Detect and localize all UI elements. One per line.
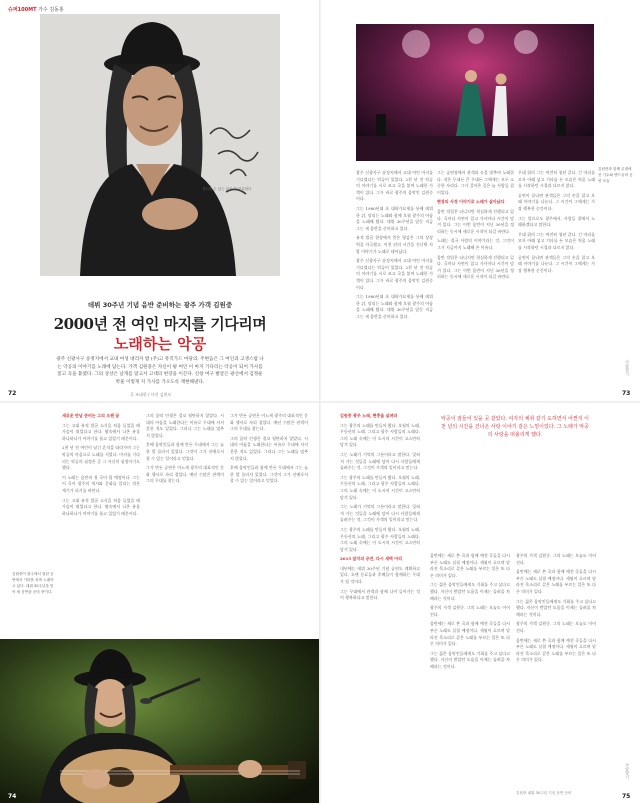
bottom-column-6	[516, 553, 596, 793]
side-caption: 김원중이 광주에서 열린 공연에서 기타를 치며 노래하고 있다. 데뷔 30주년을 맞아 새 음반을 준비 중이다.	[12, 572, 54, 594]
paragraph: 후배 음악인들과 함께 만든 무대에서 그는 늘 한 발 물러서 있었다. 그것이 그가 선배로서 할 수 있는 일이라고 믿었다.	[146, 442, 224, 461]
paragraph: 그의 음악 인생은 결코 평탄하지 않았다. 시대의 아픔을 노래한다는 이유로 무대에 서지 못한 적도 있었다. 그러나 그는 노래를 멈추지 않았다.	[230, 435, 308, 461]
paragraph: 그가 만든 공연은 어느새 광주의 대표적인 문화 행사로 자리 잡았다. 매년 수많은 관객이 그의 무대를 찾는다.	[230, 413, 308, 432]
paragraph: 공연이 끝나면 관객들은 그의 손을 잡고 오래 이야기를 나눈다. 그 시간이 그에게는 가장 행복한 순간이다.	[518, 192, 595, 211]
paragraph: 음반 작업은 더디지만 착실하게 진행되고 있다. 곡마다 사연이 있고 가사마다 시간이 담겨 있다. 그는 이번 음반이 지난 30년을 정리하는 동시에 새로운 시작이 되길 바란다.	[437, 254, 514, 280]
pull-quote: 악공이 잠들어 있을 곳 같았다. 여자의 체취 같기 도하면서 어쩐지 이천 년의 시간을 건너온 사랑 이야기 같은 느낌이었다. 그 노래가 악공의 사랑을 떠올리게 했다.	[441, 416, 589, 438]
paragraph: 음반에는 새로 쓴 곡과 함께 예전 곡들을 다시 부른 노래도 실릴 예정이다. 세월이 흐르며 달라진 목소리로 같은 노래를 부르는 일은 또 다른 의미가 있다.	[430, 621, 510, 647]
paragraph: 그의 음악 인생은 결코 평탄하지 않았다. 시대의 아픔을 노래한다는 이유로 무대에 서지 못한 적도 있었다. 그러나 그는 노래를 멈추지 않았다.	[146, 413, 224, 438]
paragraph: 광주 신광사구 송정지에서 고대 여인 마지를 기다렸다는 악공이 있었다. 2천 년 전 악공의 이야기를 시로 쓰고 곡을 붙여 노래한 가객이 있다. 그가 바로 광주의 음악인 김원중이다.	[356, 170, 433, 202]
page-number-bottom-left: 74	[8, 793, 17, 800]
article-lead: 광주 신광사구 송정지에서 교내 여성 대리자 밥 (주)고 뮤직가드 마당의. 주변음은 그 여인과 고생스럽 나는 악공의 이야기를 노래에 담는다. 가객 김원중은 자신이 평 여인 이 마지 기다리는 악공이 되어 가사를 읽고 곡을 붙였다. 그의 상상은 날개를 달고서 고대의 현장을 이끈다. 신창 여구 발굴은 광산에서 김정운 박물 이렇게 지 가사를 가오도록 재현해낸다.	[56, 357, 264, 385]
paragraph: 그는 고대 유적 발굴 소식을 처음 들었을 때 가슴이 뛰었다고 한다. 땅속에서 나온 유물 하나하나가 이야기를 품고 있었기 때문이다.	[62, 497, 140, 516]
paragraph: 후배 음악인들과 함께 만든 무대에서 그는 늘 한 발 물러서 있었다. 그것이 그가 선배로서 할 수 있는 일이라고 믿었다.	[230, 465, 308, 484]
paragraph: 유적 발굴 현장에서 얻은 영감은 그의 상상력을 자극했고, 이천 년의 시간을 건너뛴 사랑 이야기가 노래로 태어났다.	[356, 235, 433, 254]
footer-note: 김원중 데뷔 30주년 기념 음반 준비	[516, 791, 572, 795]
paragraph: 그는 앞으로도 광주에서, 사람들 곁에서 노래하겠다고 말한다.	[518, 215, 595, 228]
paragraph: 음반 작업은 더디지만 착실하게 진행되고 있다. 곡마다 사연이 있고 가사마다 시간이 담겨 있다. 그는 이번 음반이 지난 30년을 정리하는 동시에 새로운 시작이 되길 바란다.	[437, 208, 514, 234]
bottom-column-2	[146, 413, 224, 589]
section-header	[8, 6, 64, 13]
paragraph: 2천 년 전 여인이 남긴 흔적을 따라가며 그는 악공의 마음으로 노래를 지었다. 마지를 기다리는 악공의 심정은 곧 그 자신의 심정이기도 했다.	[62, 445, 140, 471]
signature-text: 정신을 수 있는 삶은 참 아름답다	[202, 187, 252, 191]
portrait-photo	[40, 14, 280, 276]
top-column-3	[518, 170, 595, 390]
side-tag-top: 사람향기	[625, 360, 630, 376]
paragraph: 그가 만든 공연은 어느새 광주의 대표적인 문화 행사로 자리 잡았다. 매년 수많은 관객이 그의 무대를 찾는다.	[146, 465, 224, 484]
column-subhead: 김원중 광주 노래, 현충을 살펴라	[340, 413, 398, 418]
paragraph: 공연이 끝나면 관객들은 그의 손을 잡고 오래 이야기를 나눈다. 그 시간이 그에게는 가장 행복한 순간이다.	[518, 254, 595, 273]
page-number-left: 72	[8, 390, 17, 397]
paragraph: 그는 무대에서 관객과 함께 나이 들어가는 것이 행복하다고 말한다.	[340, 588, 420, 601]
paragraph: 그는 젊은 음악인들에게도 기회를 주고 싶다고 했다. 자신이 받았던 도움을 이제는 돌려줄 차례라는 것이다.	[430, 650, 510, 669]
section-sublabel: 가수 김동홍	[38, 7, 64, 13]
paragraph: 그는 노래가 기억의 그릇이라고 말한다. 잊혀져 가는 것들을 노래에 담아 다시 사람들에게 돌려주는 것, 그것이 가객의 일이라고 믿는다.	[340, 504, 420, 523]
guitar-illustration	[0, 639, 320, 803]
paragraph: 그는 젊은 음악인들에게도 기회를 주고 싶다고 했다. 자신이 받았던 도움을 이제는 돌려줄 차례라는 것이다.	[516, 598, 596, 617]
column-subhead: 현장의 사정 이야기로 노래가 살아났다	[437, 199, 505, 205]
paragraph: 그는 젊은 음악인들에게도 기회를 주고 싶다고 했다. 자신이 받았던 도움을 이제는 돌려줄 차례라는 것이다.	[430, 582, 510, 601]
article-title: 2000년 전 여인 마지를 기다리며	[53, 315, 267, 333]
page-number-right: 73	[622, 390, 631, 397]
column-subhead: 새로운 만남 준비는 그의 오랜 꿈	[62, 413, 120, 418]
paragraph: 그는 광주의 노래를 만들어 왔다. 오월의 노래, 무등산의 노래, 그리고 광주 사람들의 노래다. 그의 노래 속에는 이 도시의 시간이 고스란히 담겨 있다.	[340, 526, 420, 552]
article-subtitle: 노래하는 악공	[113, 335, 207, 353]
paragraph: 광주의 가객 김원중. 그의 노래는 오늘도 이어진다.	[516, 553, 596, 565]
article-kicker: 데뷔 30주년 기념 음반 준비하는 광주 가객 김원중	[87, 301, 233, 309]
paragraph: 음반에는 새로 쓴 곡과 함께 예전 곡들을 다시 부른 노래도 실릴 예정이다. 세월이 흐르며 달라진 목소리로 같은 노래를 부르는 일은 또 다른 의미가 있다.	[516, 637, 596, 663]
side-tag-bottom: 사람향기	[625, 763, 630, 779]
paragraph: 그는 광주의 노래를 만들어 왔다. 오월의 노래, 무등산의 노래, 그리고 광주 사람들의 노래다. 그의 노래 속에는 이 도시의 시간이 고스란히 담겨 있다.	[340, 474, 420, 500]
paragraph: 그는 노래가 기억의 그릇이라고 말한다. 잊혀져 가는 것들을 노래에 담아 다시 사람들에게 돌려주는 것, 그것이 가객의 일이라고 믿는다.	[340, 451, 420, 471]
paragraph: 광주의 가객 김원중. 그의 노래는 오늘도 이어진다.	[430, 605, 510, 617]
paragraph: 그는 공연장에서 관객과 눈을 맞추며 노래한다. 작은 무대든 큰 무대든 그에게는 모두 소중한 자리다. 그가 걸어온 길은 늘 사람들 곁이었다.	[437, 170, 514, 195]
bottom-column-5	[430, 553, 510, 793]
concert-illustration	[356, 24, 594, 161]
bottom-column-1	[62, 413, 140, 663]
bottom-column-3	[230, 413, 308, 589]
page-fold	[319, 0, 321, 803]
paragraph: 음반에는 새로 쓴 곡과 함께 예전 곡들을 다시 부른 노래도 실릴 예정이다. 세월이 흐르며 달라진 목소리로 같은 노래를 부르는 일은 또 다른 의미가 있다.	[516, 569, 596, 594]
page-number-bottom-right: 75	[622, 793, 631, 800]
concert-photo	[356, 24, 594, 161]
paragraph: 음반에는 새로 쓴 곡과 함께 예전 곡들을 다시 부른 노래도 실릴 예정이다. 세월이 흐르며 달라진 목소리로 같은 노래를 부르는 일은 또 다른 의미가 있다.	[430, 553, 510, 578]
portrait-illustration	[40, 14, 280, 276]
paragraph: 그는 1980년대 초 대학가요제를 통해 데뷔한 뒤, 달리는 노래와 함께 오월 광주의 아픔을 노래해 왔다. 데뷔 30주년을 앞둔 지금 그는 새 음반을 준비하고 있다.	[356, 205, 433, 231]
byline: 글 조대현 / 사진 김현모	[130, 392, 172, 397]
column-subhead: 2015 앞지의 공연, 다시 새벽 아리	[340, 556, 402, 562]
section-label: 슈퍼100MT	[8, 7, 37, 13]
bottom-column-4	[340, 413, 420, 793]
guitar-photo	[0, 639, 320, 803]
paragraph: 그는 1980년대 초 대학가요제를 통해 데뷔한 뒤, 달리는 노래와 함께 오월 광주의 아픔을 노래해 왔다. 데뷔 30주년을 앞둔 지금 그는 새 음반을 준비하고 있다.	[356, 294, 433, 319]
top-column-1	[356, 170, 433, 390]
paragraph: 노래는 결국 사람의 이야기라는 것, 그것이 그가 지금까지 노래해 온 이유다.	[437, 238, 514, 250]
paragraph: 무대 위의 그는 여전히 청년 같다. 긴 머리를 모자 아래 넣고 기타를 든 모습은 처음 노래를 시작하던 시절과 다르지 않다.	[518, 231, 595, 250]
paragraph: 무대 위의 그는 여전히 청년 같다. 긴 머리를 모자 아래 넣고 기타를 든 모습은 처음 노래를 시작하던 시절과 다르지 않다.	[518, 170, 595, 189]
paragraph: 광주의 가객 김원중. 그의 노래는 오늘도 이어진다.	[516, 621, 596, 633]
paragraph: 광주 신광사구 송정지에서 고대 여인 마지를 기다렸다는 악공이 있었다. 2천 년 전 악공의 이야기를 시로 쓰고 곡을 붙여 노래한 가객이 있다. 그가 바로 광주의 음악인 김원중이다.	[356, 258, 433, 290]
paragraph: 그는 광주의 노래를 만들어 왔다. 오월의 노래, 무등산의 노래, 그리고 광주 사람들의 노래다. 그의 노래 속에는 이 도시의 시간이 고스란히 담겨 있다.	[340, 422, 420, 448]
paragraph: 이 노래는 음반의 첫 곡이 될 예정이다. 그는 이 곡이 광주의 역사와 문화를 알리는 작은 계기가 되기를 바란다.	[62, 474, 140, 493]
top-column-2	[437, 170, 514, 390]
concert-caption: 김원중과 함께 무대에 선 가수와 밴드들의 공연 모습	[598, 167, 633, 183]
paragraph: 내년에는 데뷔 30주년 기념 공연도 계획하고 있다. 오랜 동료들과 후배들이 함께하는 무대가 될 것이다.	[340, 565, 420, 585]
paragraph: 그는 고대 유적 발굴 소식을 처음 들었을 때 가슴이 뛰었다고 한다. 땅속에서 나온 유물 하나하나가 이야기를 품고 있었기 때문이다.	[62, 422, 140, 441]
